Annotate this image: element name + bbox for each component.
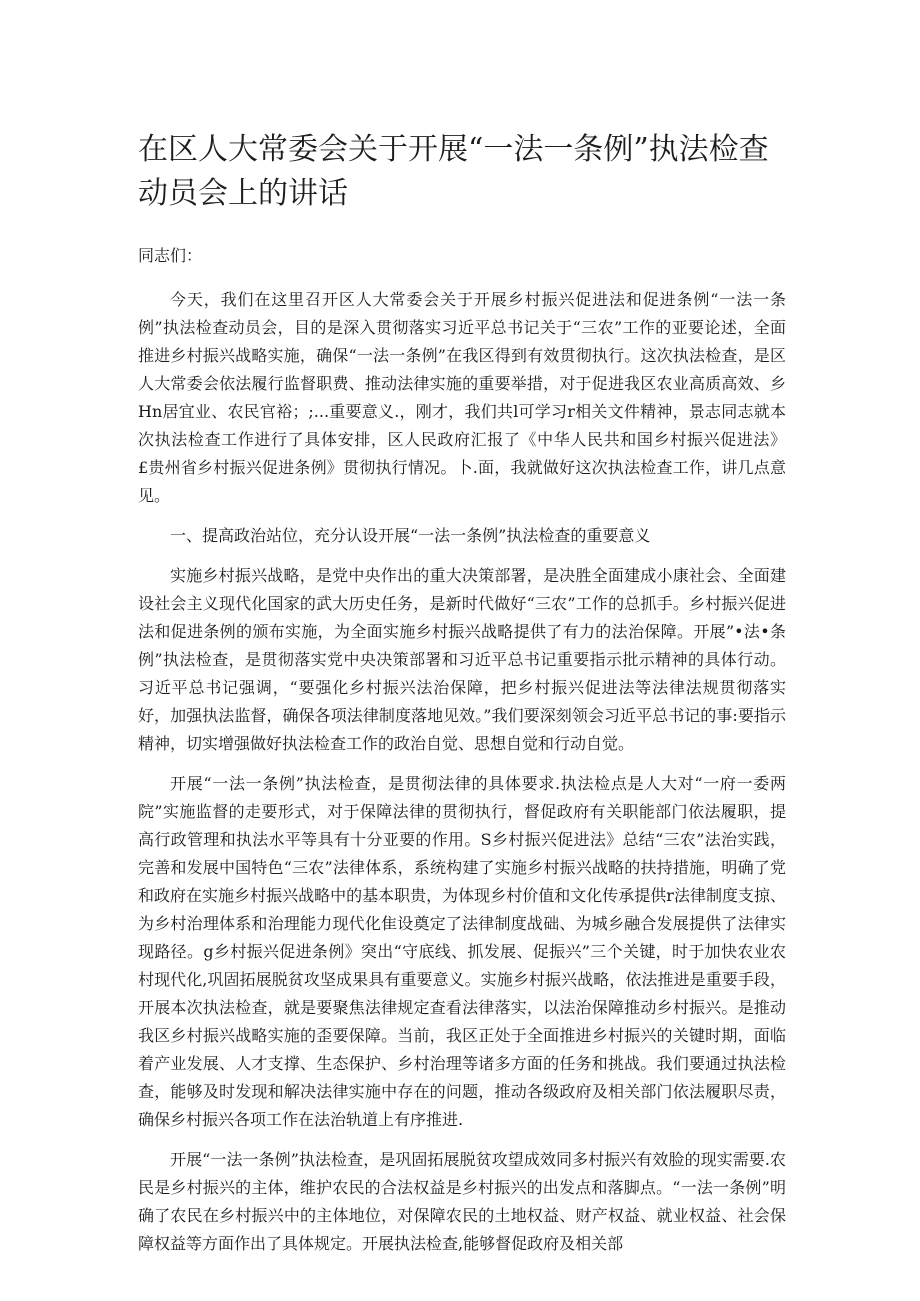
- document-title: 在区人大常委会关于开展“一法一条例”执法检查动员会上的讲话: [138, 132, 769, 211]
- paragraph-practical-need: 开展“一法一条例”执法检查，是巩固拓展脱贫攻望成效同多村振兴有效脸的现实需要.农民是乡村振兴的主体，维护农民的合法权益是乡村振兴的出发点和落脚点。“一法一条例”明确了农民在乡村振兴中的主体地位，对保障农民的土地权益、财产权益、就业权益、社会保障权益等方面作出了具体规定。开展执法检查,能够督促政府及相关部: [138, 1150, 786, 1253]
- paragraph-law-requirement: 开展“一法一条例”执法检查，是贯彻法律的具体要求.执法检点是人大对“一府一委两院”实施监督的走要形式，对于保障法律的贯彻执行，督促政府有关职能部门依法履职，提高行政管理和执法水平等具有十分亚要的作用。S乡村振兴促进法》总结“三农”法治实践，完善和发展中国特色“三农”法律体系，系统构建了实施乡村振兴战略的扶持措施，明确了党和政府在实施乡村振兴战略中的基本职贵，为体现乡村价值和文化传承提供r法律制度支掠、为乡村治理体系和治理能力现代化隹设奠定了法律制度战础、为城乡融合发展提供了法律实现路径。g乡村振兴促进条例》突出“守底线、抓发展、促振兴”三个关键，时于加快农业农村现代化,巩固拓展脱贫攻坚成果具有重要意义。实施乡村振兴战略，依法推进是重要手段，开展本次执法检查，就是要聚焦法律规定查看法律落实，以法治保障推动乡村振兴。是推动我区乡村振兴战略实施的歪要保障。当前，我区正处于全面推进乡村振兴的关键时期，面临着产业发展、人才支撑、生态保护、乡村治理等诸多方面的任务和挑战。我们要通过执法检查，能够及时发现和解决法律实施中存在的问题，推动各级政府及相关部门依法履职尽责，确保乡村振兴各项工作在法治轨道上有序推进.: [138, 774, 786, 1129]
- paragraph-strategy: 实施乡村振兴战略，是党中央作出的重大决策部署，是决胜全面建成小康社会、全面建设社会主义现代化国家的武大历史任务，是新时代做好“三农”工作的总抓手。乡村振兴促进法和促进条例的颁布实施，为全面实施乡村振兴战略提供了有力的法治保障。开展”•法•条例”执法检查，是贯彻落实党中央决策部署和习近平总书记重要指示批示精神的具体行动。习近平总书记强调，“要强化乡村振兴法治保障，把乡村振兴促进法等法律法规贯彻落实好，加强执法监督，确保各项法律制度落地见效。”我们要深刻领会习近平总书记的事:要指示精神，切实增强做好执法检查工作的政治自觉、思想自觉和行动自觉。: [138, 566, 786, 753]
- paragraph-intro: 今天，我们在这里召开区人大常委会关于开展乡村振兴促进法和促进条例“一法一条例”执法检查动员会，目的是深入贯彻落实习近平总书记关于“三农”工作的亚要论述，全面推进乡村振兴战略实施，确保“一法一条例”在我区得到有效贯彻执行。这次执法检查，是区人大常委会依法履行监督职费、推动法律实施的重要举措，对于促进我区农业高质高效、乡Hn居宜业、农民官裕；;...重要意义.，刚才，我们共l可学习r相关文件精神，景志同志就本次执法检查工作进行了具体安排，区人民政府汇报了《中华人民共和国乡村振兴促进法》£贵州省乡村振兴促进条例》贯彻执行情况。卜.面，我就做好这次执法检查工作，讲几点意见。: [138, 290, 786, 505]
- section-heading-1: 一、提高政治站位，充分认设开展“一法一条例”执法检查的重要意义: [170, 526, 651, 545]
- document-page: [138, 128, 786, 1270]
- salutation: 同志们：: [138, 246, 203, 265]
